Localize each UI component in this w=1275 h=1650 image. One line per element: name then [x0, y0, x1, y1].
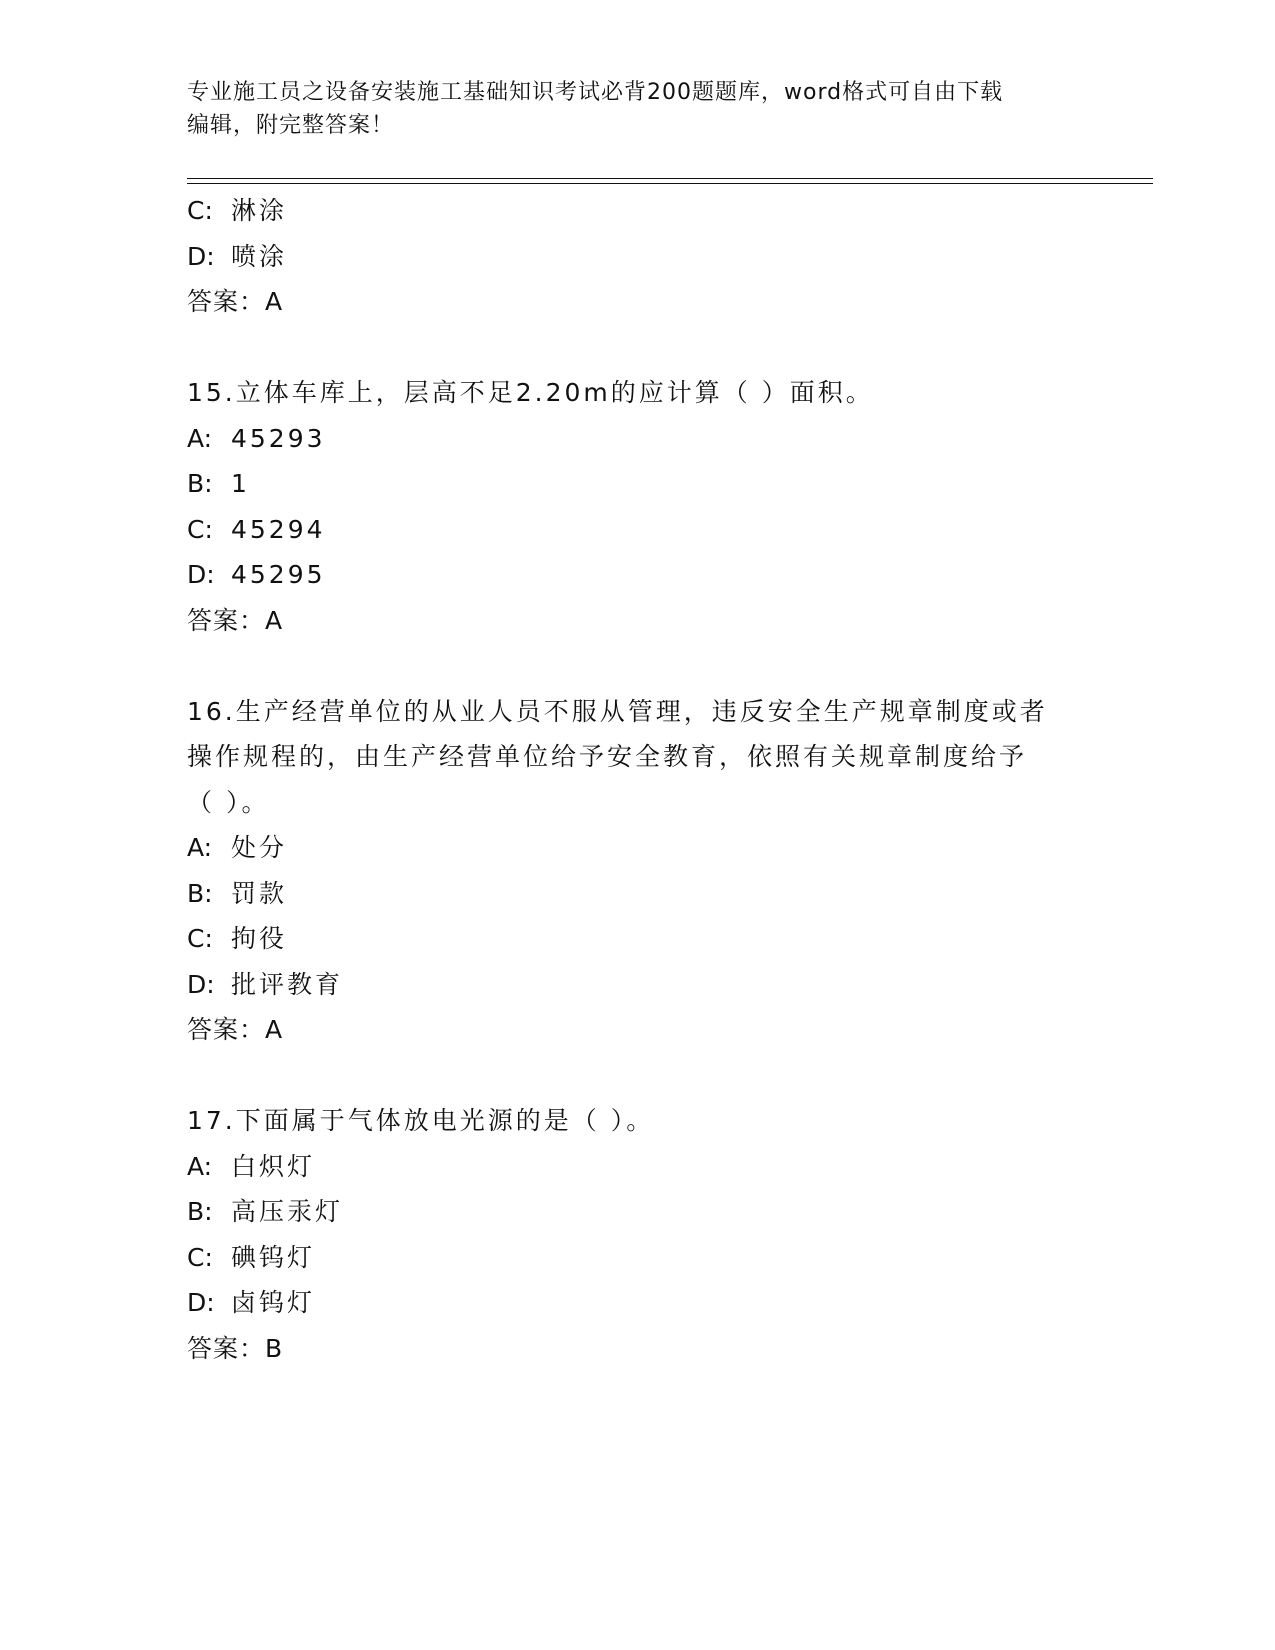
option-text: 白炽灯 — [231, 1151, 316, 1181]
option-text: 罚款 — [231, 878, 288, 908]
option-text: 45294 — [231, 514, 326, 544]
option-text: 45295 — [231, 560, 326, 589]
option-text: 拘役 — [231, 924, 288, 953]
option-prefix: C: — [187, 196, 213, 225]
header-line-2: 编辑，附完整答案！ — [187, 113, 395, 138]
option-text: 卤钨灯 — [231, 1288, 316, 1317]
question-list — [187, 188, 1087, 1371]
question-text: 17.下面属于气体放电光源的是（ ）。 — [187, 1106, 655, 1135]
header-rule-top — [187, 178, 1153, 179]
option-a — [187, 825, 1087, 871]
question-text-line-2: 操作规程的，由生产经营单位给予安全教育，依照有关规章制度给予 — [187, 742, 1028, 771]
option-prefix: C: — [187, 1242, 213, 1272]
option-a — [187, 1144, 1087, 1190]
page-header — [187, 76, 1087, 142]
question-text: 15.立体车库上，层高不足2.20m的应计算（ ）面积。 — [187, 378, 874, 407]
question-text-line-1: 16.生产经营单位的从业人员不服从管理，违反安全生产规章制度或者 — [187, 696, 1048, 726]
option-prefix: A: — [187, 423, 213, 453]
option-d — [187, 962, 1087, 1008]
option-c — [187, 1235, 1087, 1281]
option-c — [187, 188, 1087, 234]
question-16 — [187, 689, 1087, 1053]
option-text: 批评教育 — [231, 969, 344, 999]
option-b — [187, 871, 1087, 917]
option-text: 1 — [231, 469, 250, 498]
question-15 — [187, 370, 1087, 643]
answer-line: 答案：B — [187, 1333, 284, 1363]
option-d — [187, 1280, 1087, 1326]
option-d — [187, 234, 1087, 280]
spacer — [187, 325, 1087, 371]
question-text-line-3: （ ）。 — [187, 787, 270, 817]
option-prefix: C: — [187, 924, 213, 953]
header-line-1: 专业施工员之设备安装施工基础知识考试必背200题题库，word格式可自由下载 — [187, 80, 1004, 105]
option-prefix: D: — [187, 969, 215, 999]
option-prefix: C: — [187, 514, 213, 544]
option-text: 淋涂 — [231, 196, 288, 225]
option-b — [187, 461, 1087, 507]
option-text: 碘钨灯 — [231, 1242, 316, 1272]
option-prefix: B: — [187, 469, 213, 498]
option-d — [187, 552, 1087, 598]
answer-line: 答案：A — [187, 605, 284, 635]
header-rule-bottom — [187, 183, 1153, 184]
option-prefix: D: — [187, 241, 215, 271]
question-17 — [187, 1098, 1087, 1371]
option-prefix: B: — [187, 878, 213, 908]
option-text: 45293 — [231, 423, 326, 453]
option-prefix: B: — [187, 1197, 213, 1226]
spacer — [187, 643, 1087, 689]
spacer — [187, 1053, 1087, 1099]
option-b — [187, 1189, 1087, 1235]
option-prefix: A: — [187, 833, 213, 862]
option-text: 处分 — [231, 833, 288, 862]
answer-line: 答案：A — [187, 1015, 284, 1044]
option-a — [187, 416, 1087, 462]
question-14-tail — [187, 188, 1087, 325]
option-prefix: D: — [187, 560, 215, 589]
option-prefix: D: — [187, 1288, 215, 1317]
option-c — [187, 507, 1087, 553]
option-c — [187, 916, 1087, 962]
option-prefix: A: — [187, 1151, 213, 1181]
option-text: 高压汞灯 — [231, 1197, 344, 1226]
answer-line: 答案：A — [187, 287, 284, 316]
option-text: 喷涂 — [231, 241, 288, 271]
